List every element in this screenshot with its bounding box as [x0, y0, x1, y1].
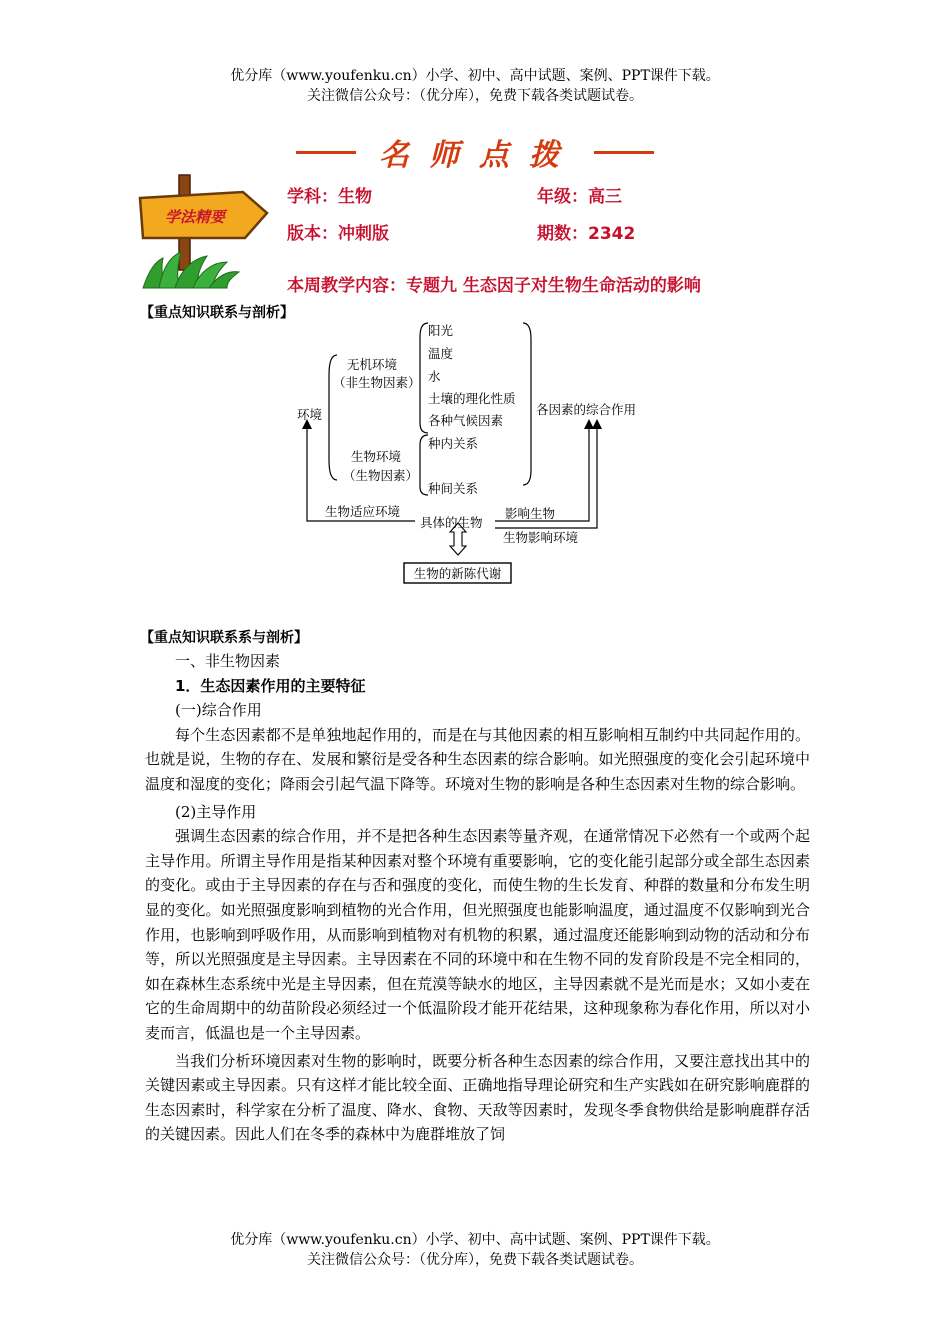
factor-item: 种间关系: [428, 481, 479, 496]
combined-brace: [523, 323, 531, 485]
heading-level-2: 1．生态因素作用的主要特征: [175, 676, 366, 695]
env-brace: [329, 355, 337, 480]
banner: [0, 130, 950, 174]
page-header: [0, 66, 950, 106]
env-label: 环境: [297, 407, 323, 422]
heading-level-3: (一)综合作用: [175, 701, 262, 720]
factor-item: 温度: [428, 346, 454, 361]
banner-left-dash: [296, 151, 356, 154]
banner-right-dash: [594, 151, 654, 154]
signpost-logo: [135, 170, 270, 292]
organism-label: 具体的生物: [420, 515, 483, 530]
header-line-1: 优分库（www.youfenku.cn）小学、初中、高中试题、案例、PPT课件下载。: [230, 68, 720, 84]
heading-level-3: (2)主导作用: [175, 802, 257, 821]
signpost-text: 学法精要: [164, 208, 226, 226]
paragraph: 每个生态因素都不是单独地起作用的，而是在与其他因素的相互影响相互制约中共同起作用的。也就是说，生物的存在、发展和繁衍是受各种生态因素的综合影响。如光照强度的变化会引起环境中温度和湿度的变化；降雨会引起气温下降等。环境对生物的影响是各种生态因素对生物的综合影响。: [145, 725, 810, 793]
page-footer: [0, 1230, 950, 1270]
biotic-label: 生物环境: [351, 449, 402, 464]
grade-label: 年级：高三: [537, 187, 622, 207]
factor-item: 土壤的理化性质: [428, 391, 516, 406]
topic-label: 本周教学内容：专题九 生态因子对生物生命活动的影响: [287, 276, 701, 296]
biotic-brace: [420, 435, 428, 495]
banner-title: 名师点拨: [379, 138, 579, 173]
subject-label: 学科：生物: [287, 187, 372, 207]
issue-label: 期数：2342: [537, 224, 636, 244]
factor-item: 水: [428, 369, 441, 384]
adapt-label: 生物适应环境: [325, 504, 401, 519]
heading-level-1: 一、非生物因素: [175, 652, 281, 670]
metabolism-label: 生物的新陈代谢: [413, 566, 502, 581]
footer-line-1: 优分库（www.youfenku.cn）小学、初中、高中试题、案例、PPT课件下载。: [230, 1232, 720, 1248]
factor-item: 阳光: [428, 323, 454, 338]
abiotic-brace: [420, 323, 428, 433]
org-affect-env-label: 生物影响环境: [503, 530, 579, 545]
affect-org-label: 影响生物: [505, 506, 556, 521]
arrow-up-icon: [584, 419, 594, 429]
ecology-diagram: [285, 315, 637, 595]
factor-item: 种内关系: [428, 436, 479, 451]
abiotic-label: 无机环境: [347, 357, 398, 372]
biotic-sub-label: （生物因素）: [343, 468, 419, 483]
footer-line-2: 关注微信公众号：（优分库），免费下载各类试题试卷。: [307, 1252, 643, 1268]
factor-item: 各种气候因素: [428, 413, 504, 428]
arrow-up-icon: [592, 419, 602, 429]
article-body: [145, 649, 810, 1147]
header-line-2: 关注微信公众号：（优分库），免费下载各类试题试卷。: [307, 88, 643, 104]
section-title-2: 【重点知识联系系与剖析】: [140, 630, 308, 646]
combined-label: 各因素的综合作用: [536, 402, 637, 417]
abiotic-sub-label: （非生物因素）: [333, 375, 421, 390]
section-title-1: 【重点知识联系与剖析】: [140, 305, 294, 321]
edition-label: 版本：冲刺版: [287, 224, 389, 244]
paragraph: 强调生态因素的综合作用，并不是把各种生态因素等量齐观，在通常情况下必然有一个或两个起主导作用。所谓主导作用是指某种因素对整个环境有重要影响，它的变化能引起部分或全部生态因素的变化。或由于主导因素的存在与否和强度的变化，而使生物的生长发育、种群的数量和分布发生明显的变化。如光照强度影响到植物的光合作用，但光照强度也能影响温度，通过温度不仅影响到光合作用，也影响到呼吸作用，从而影响到植物对有机物的积累，通过温度还能影响到动物的活动和分布等，所以光照强度是主导因素。主导因素在不同的环境中和在生物不同的发育阶段是不完全相同的，如在森林生态系统中光是主导因素，但在荒漠等缺水的地区，主导因素就不是光而是水；又如小麦在它的生命周期中的幼苗阶段必须经过一个低温阶段才能开花结果，这种现象称为春化作用，所以对小麦而言，低温也是一个主导因素。: [145, 827, 810, 1042]
paragraph: 当我们分析环境因素对生物的影响时，既要分析各种生态因素的综合作用，又要注意找出其中的关键因素或主导因素。只有这样才能比较全面、正确地指导理论研究和生产实践如在研究影响鹿群的生态因素时，科学家在分析了温度、降水、食物、天敌等因素时，发现冬季食物供给是影响鹿群存活的关键因素。因此人们在冬季的森林中为鹿群堆放了饲: [145, 1051, 810, 1144]
